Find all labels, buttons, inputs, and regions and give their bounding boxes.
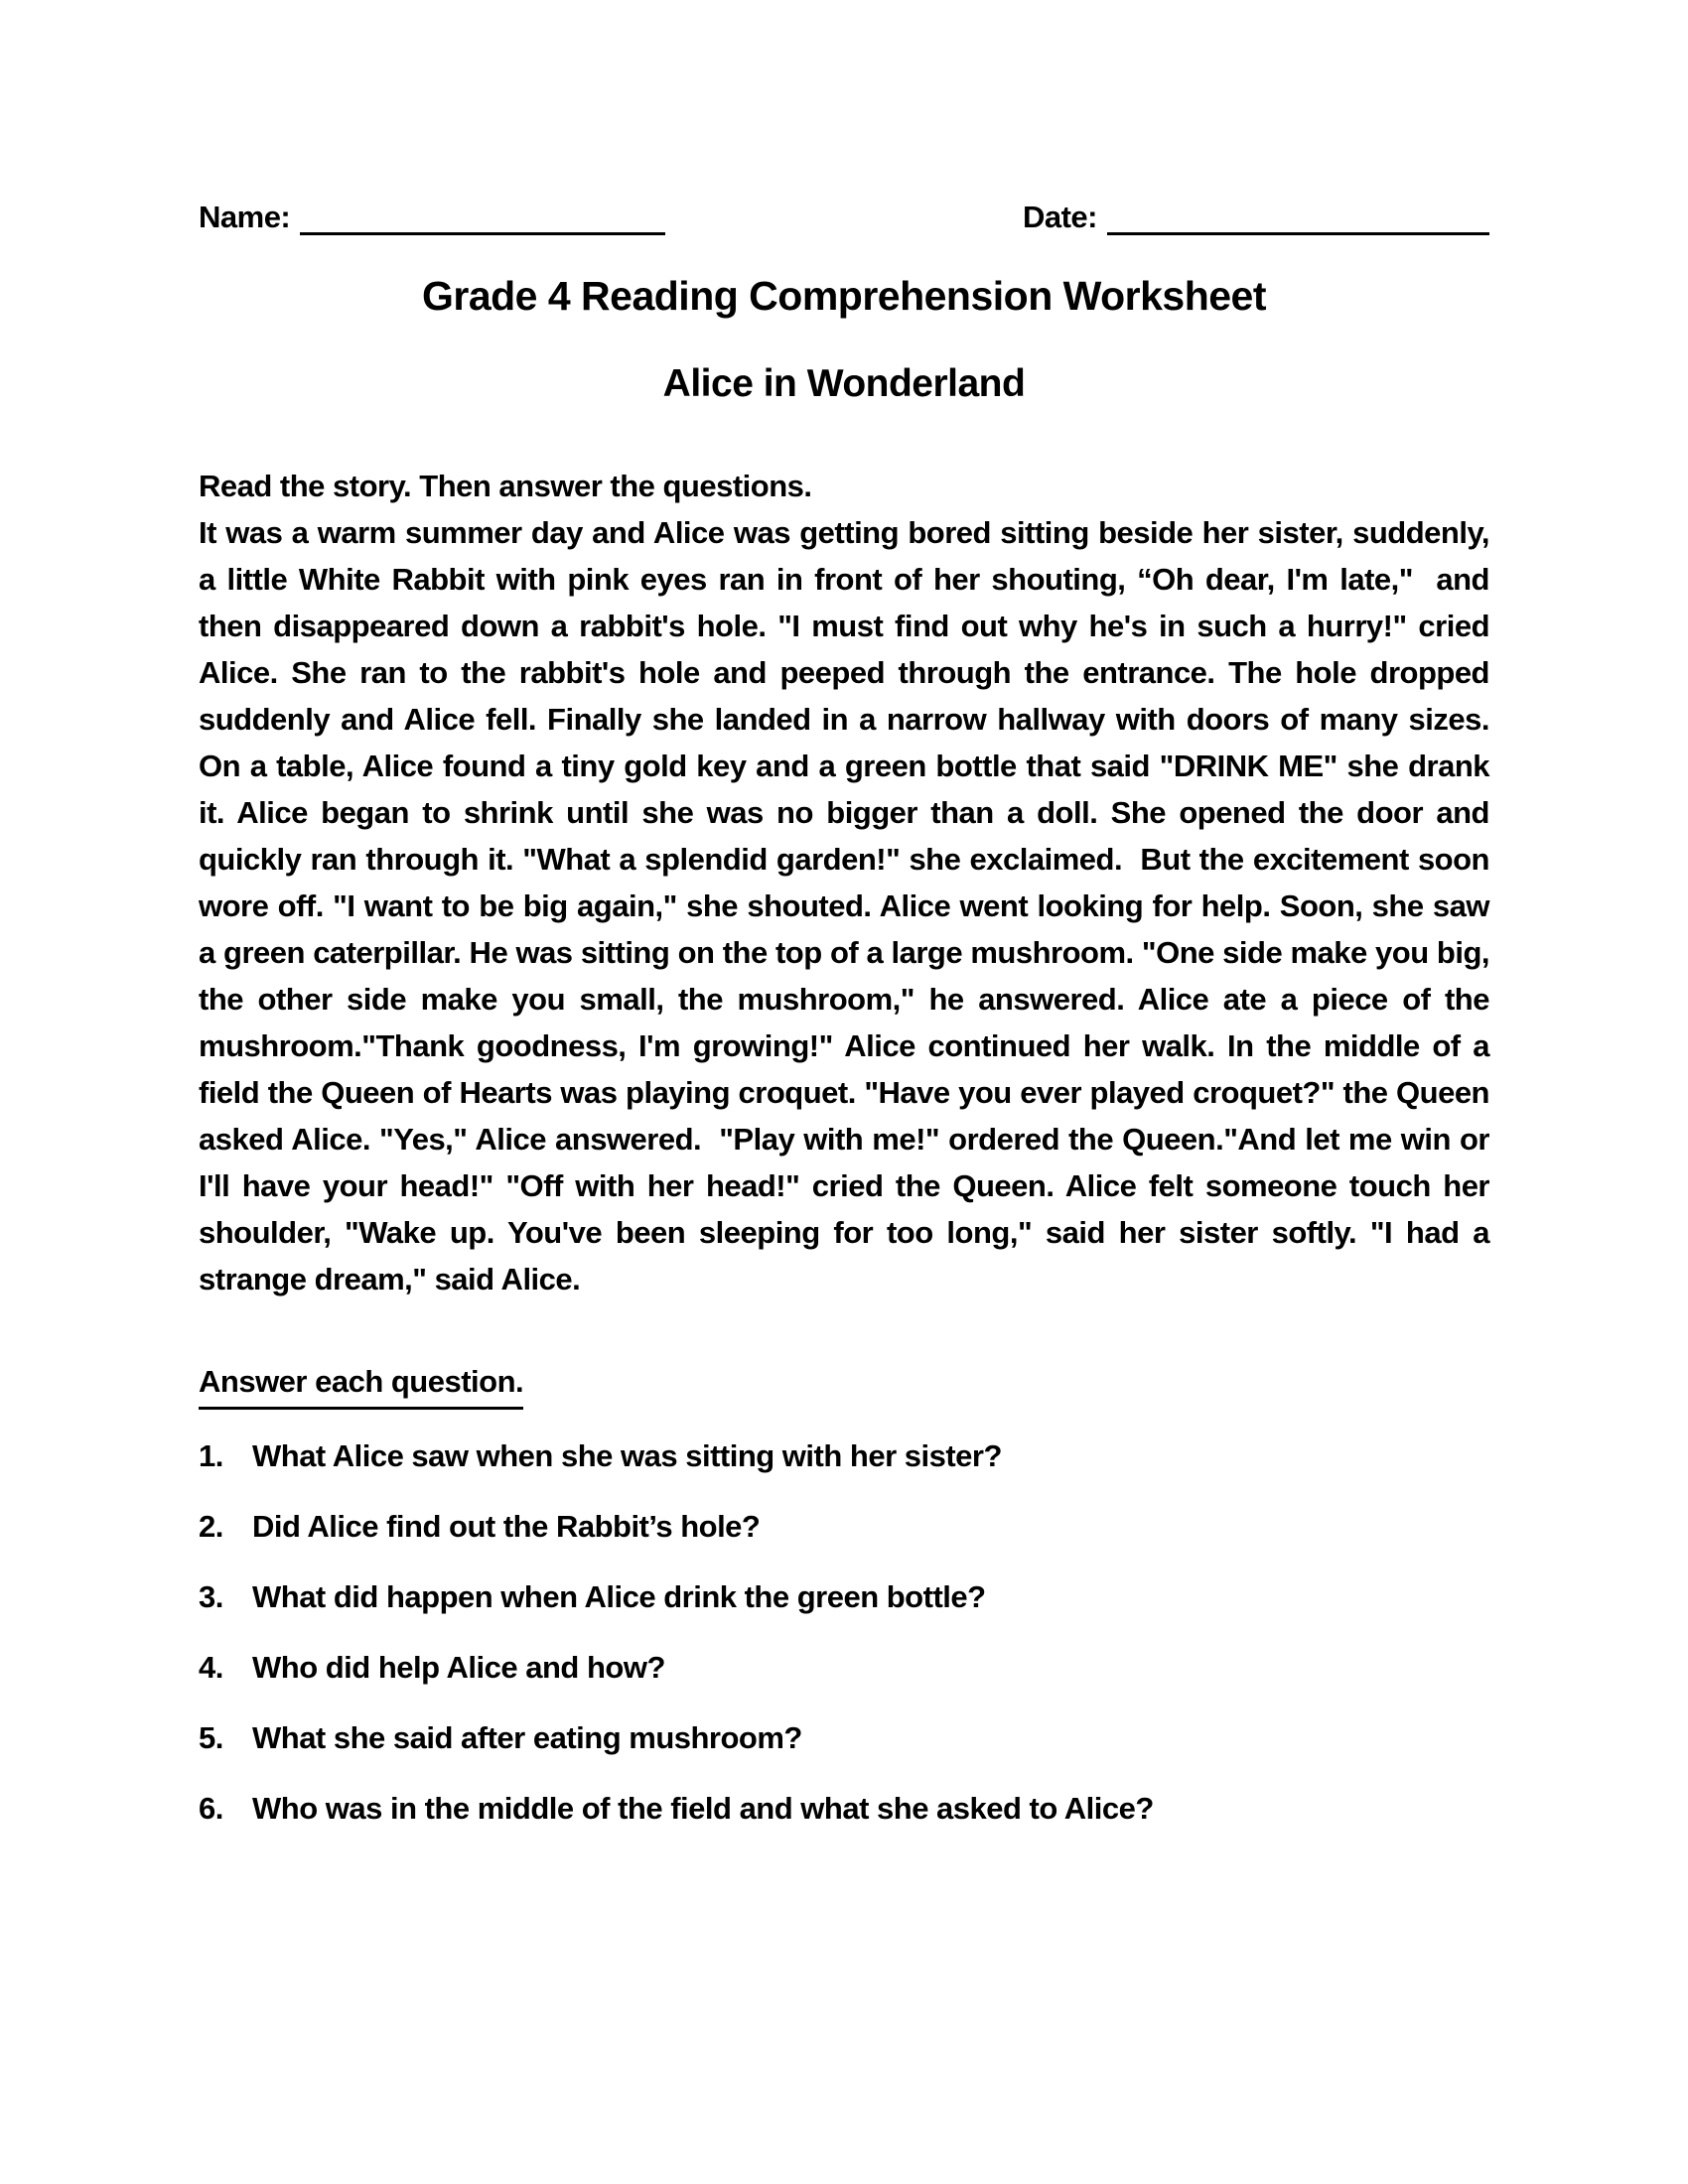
question-item: [199, 1578, 1489, 1616]
question-item: [199, 1508, 1489, 1546]
question-item: [199, 1790, 1489, 1828]
question-text: What Alice saw when she was sitting with her sister?: [252, 1438, 1002, 1473]
answer-heading-wrap: [199, 1362, 1489, 1410]
name-field-group: [199, 199, 665, 236]
answer-heading: Answer each question.: [199, 1362, 523, 1410]
page-subtitle: Alice in Wonderland: [662, 362, 1026, 405]
question-text: Who was in the middle of the field and what she asked to Alice?: [252, 1791, 1154, 1826]
name-label: Name:: [199, 200, 291, 234]
questions-list: [199, 1437, 1489, 1828]
question-text: Who did help Alice and how?: [252, 1650, 665, 1685]
story-text: It was a warm summer day and Alice was getting bored sitting beside her sister, suddenly, a little White Rabbit with pink eyes ran in front of her shouting, “Oh dear, I'm late," and then disappeared down a rabbit's hole. "I must find out why he's in such a hurry!" cried Alice. She ran to the rabbit's hole and peeped through the entrance. The hole dropped suddenly and Alice fell. Finally she landed in a narrow hallway with doors of many sizes. On a table, Alice found a tiny gold key and a green bottle that said "DRINK ME" she drank it. Alice began to shrink until she was no bigger than a doll. She opened the door and quickly ran through it. "What a splendid garden!" she exclaimed. But the excitement soon wore off. "I want to be big again," she shouted. Alice went looking for help. Soon, she saw a green caterpillar. He was sitting on the top of a large mushroom. "One side make you big, the other side make you small, the mushroom," he answered. Alice ate a piece of the mushroom."Thank goodness, I'm growing!" Alice continued her walk. In the middle of a field the Queen of Hearts was playing croquet. "Have you ever played croquet?" the Queen asked Alice. "Yes," Alice answered. "Play with me!" ordered the Queen."And let me win or I'll have your head!" "Off with her head!" cried the Queen. Alice felt someone touch her shoulder, "Wake up. You've been sleeping for too long," said her sister softly. "I had a strange dream," said Alice.: [199, 515, 1498, 1297]
question-number: 6.: [199, 1791, 223, 1826]
instructions-text: Read the story. Then answer the questions.: [199, 469, 812, 503]
question-item: [199, 1437, 1489, 1475]
question-number: 5.: [199, 1720, 223, 1755]
date-field-group: [1023, 199, 1489, 236]
question-number: 4.: [199, 1650, 223, 1685]
question-item: [199, 1649, 1489, 1687]
question-item: [199, 1719, 1489, 1757]
question-number: 1.: [199, 1438, 223, 1473]
question-number: 3.: [199, 1579, 223, 1614]
question-text: What did happen when Alice drink the green bottle?: [252, 1579, 986, 1614]
page-title: Grade 4 Reading Comprehension Worksheet: [421, 273, 1267, 319]
question-number: 2.: [199, 1509, 223, 1544]
question-text: What she said after eating mushroom?: [252, 1720, 802, 1755]
question-text: Did Alice find out the Rabbit’s hole?: [252, 1509, 761, 1544]
name-blank-line: [300, 205, 665, 235]
date-label: Date:: [1022, 200, 1097, 234]
name-date-row: [199, 199, 1489, 236]
date-blank-line: [1107, 205, 1489, 235]
